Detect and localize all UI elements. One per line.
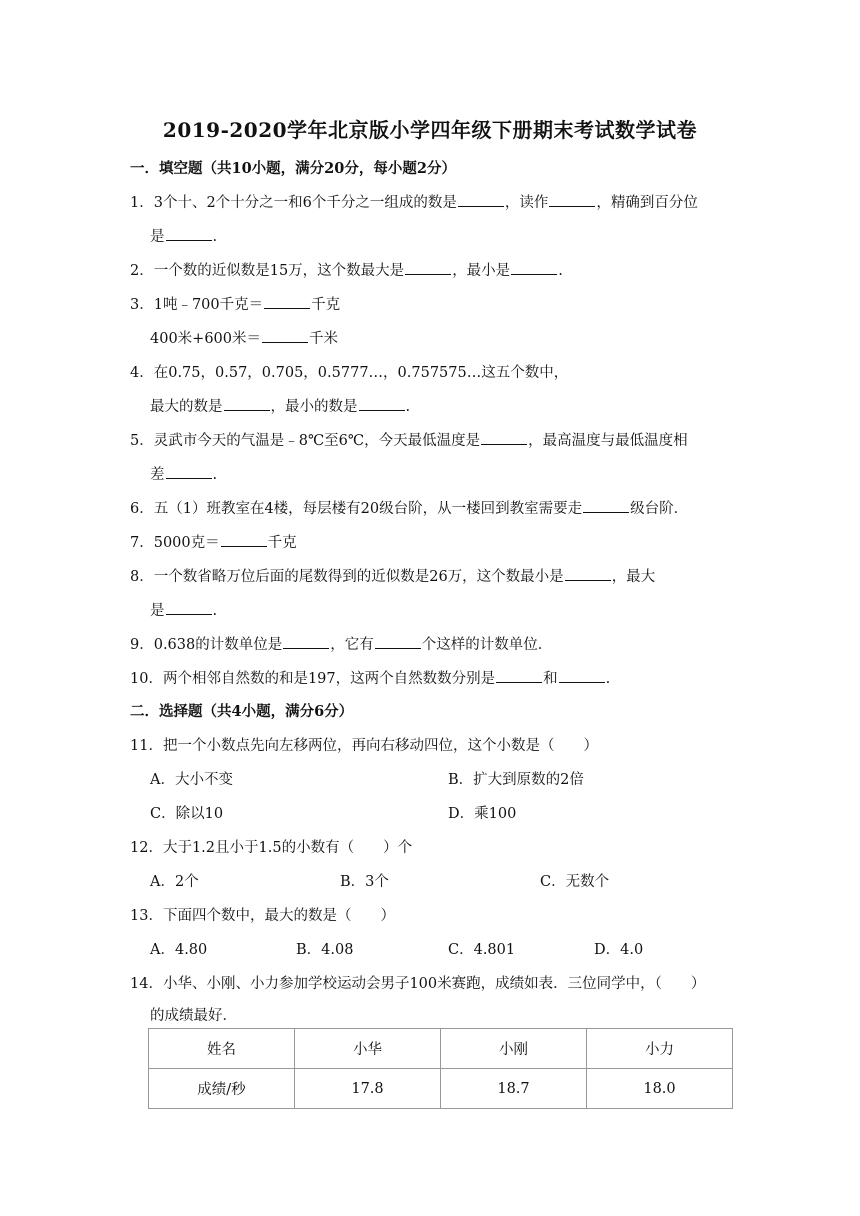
question-11: 11．把一个小数点先向左移两位，再向右移动四位，这个小数是（ ） xyxy=(130,738,598,754)
option-11-d[interactable]: D．乘100 xyxy=(448,806,517,822)
question-9: 9．0.638的计数单位是 ，它有 个这样的计数单位． xyxy=(130,633,552,654)
table-row xyxy=(149,1029,733,1069)
question-8: 8．一个数省略万位后面的尾数得到的近似数是26万，这个数最小是 ，最大 xyxy=(130,565,655,586)
option-13-a[interactable]: A．4.80 xyxy=(150,942,208,958)
answer-blank[interactable] xyxy=(375,634,421,649)
question-14-cont: 的成绩最好． xyxy=(150,1008,237,1024)
table-cell: 18.0 xyxy=(587,1069,733,1109)
answer-blank[interactable] xyxy=(583,498,629,513)
answer-blank[interactable] xyxy=(166,600,212,615)
table-cell: 小华 xyxy=(295,1029,441,1069)
section-fill-blank: 一．填空题（共10小题，满分20分，每小题2分） xyxy=(130,160,456,177)
table-cell: 成绩/秒 xyxy=(149,1069,295,1109)
question-12: 12．大于1.2且小于1.5的小数有（ ）个 xyxy=(130,840,413,856)
option-12-a[interactable]: A．2个 xyxy=(150,874,199,890)
table-cell: 小力 xyxy=(587,1029,733,1069)
question-5: 5．灵武市今天的气温是﹣8℃至6℃，今天最低温度是 ，最高温度与最低温度相 xyxy=(130,429,688,450)
option-11-b[interactable]: B．扩大到原数的2倍 xyxy=(448,772,584,788)
answer-blank[interactable] xyxy=(511,260,557,275)
option-11-c[interactable]: C．除以10 xyxy=(150,806,224,822)
answer-blank[interactable] xyxy=(166,226,212,241)
page-title: 2019-2020学年北京版小学四年级下册期末考试数学试卷 xyxy=(162,118,698,142)
table-cell: 小刚 xyxy=(441,1029,587,1069)
answer-blank[interactable] xyxy=(549,192,595,207)
option-11-a[interactable]: A．大小不变 xyxy=(150,772,233,788)
question-4: 4．在0.75，0.57，0.705，0.5777…，0.757575…这五个数中， xyxy=(130,365,569,381)
option-13-b[interactable]: B．4.08 xyxy=(296,942,354,958)
answer-blank[interactable] xyxy=(262,328,308,343)
question-8-cont: 是 . xyxy=(150,599,217,620)
option-13-d[interactable]: D．4.0 xyxy=(594,942,644,958)
answer-blank[interactable] xyxy=(559,668,605,683)
question-10: 10．两个相邻自然数的和是197，这两个自然数数分别是 和 . xyxy=(130,667,610,688)
answer-blank[interactable] xyxy=(166,464,212,479)
option-12-c[interactable]: C．无数个 xyxy=(540,874,610,890)
score-table xyxy=(148,1028,733,1109)
table-cell: 姓名 xyxy=(149,1029,295,1069)
question-2: 2．一个数的近似数是15万，这个数最大是 ，最小是 . xyxy=(130,259,563,280)
question-3: 3．1吨﹣700千克＝ 千克 xyxy=(130,293,340,314)
answer-blank[interactable] xyxy=(458,192,504,207)
question-14: 14．小华、小刚、小力参加学校运动会男子100米赛跑，成绩如表．三位同学中，（ ） xyxy=(130,976,706,992)
answer-blank[interactable] xyxy=(481,430,527,445)
answer-blank[interactable] xyxy=(405,260,451,275)
answer-blank[interactable] xyxy=(565,566,611,581)
answer-blank[interactable] xyxy=(221,532,267,547)
question-6: 6．五（1）班教室在4楼，每层楼有20级台阶，从一楼回到教室需要走 级台阶． xyxy=(130,497,688,518)
question-7: 7．5000克＝ 千克 xyxy=(130,531,297,552)
question-5-cont: 差 . xyxy=(150,463,217,484)
table-cell: 17.8 xyxy=(295,1069,441,1109)
question-13: 13．下面四个数中，最大的数是（ ） xyxy=(130,908,395,924)
answer-blank[interactable] xyxy=(496,668,542,683)
answer-blank[interactable] xyxy=(359,396,405,411)
answer-blank[interactable] xyxy=(283,634,329,649)
question-4-cont: 最大的数是 ，最小的数是 . xyxy=(150,395,410,416)
question-3-cont: 400米+600米＝ 千米 xyxy=(150,327,338,348)
question-1-cont: 是 . xyxy=(150,225,217,246)
question-1: 1．3个十、2个十分之一和6个千分之一组成的数是 ，读作 ，精确到百分位 xyxy=(130,191,698,212)
answer-blank[interactable] xyxy=(264,294,310,309)
section-choice: 二．选择题（共4小题，满分6分） xyxy=(130,703,354,720)
answer-blank[interactable] xyxy=(224,396,270,411)
option-13-c[interactable]: C．4.801 xyxy=(448,942,516,958)
table-cell: 18.7 xyxy=(441,1069,587,1109)
option-12-b[interactable]: B．3个 xyxy=(340,874,389,890)
table-row xyxy=(149,1069,733,1109)
